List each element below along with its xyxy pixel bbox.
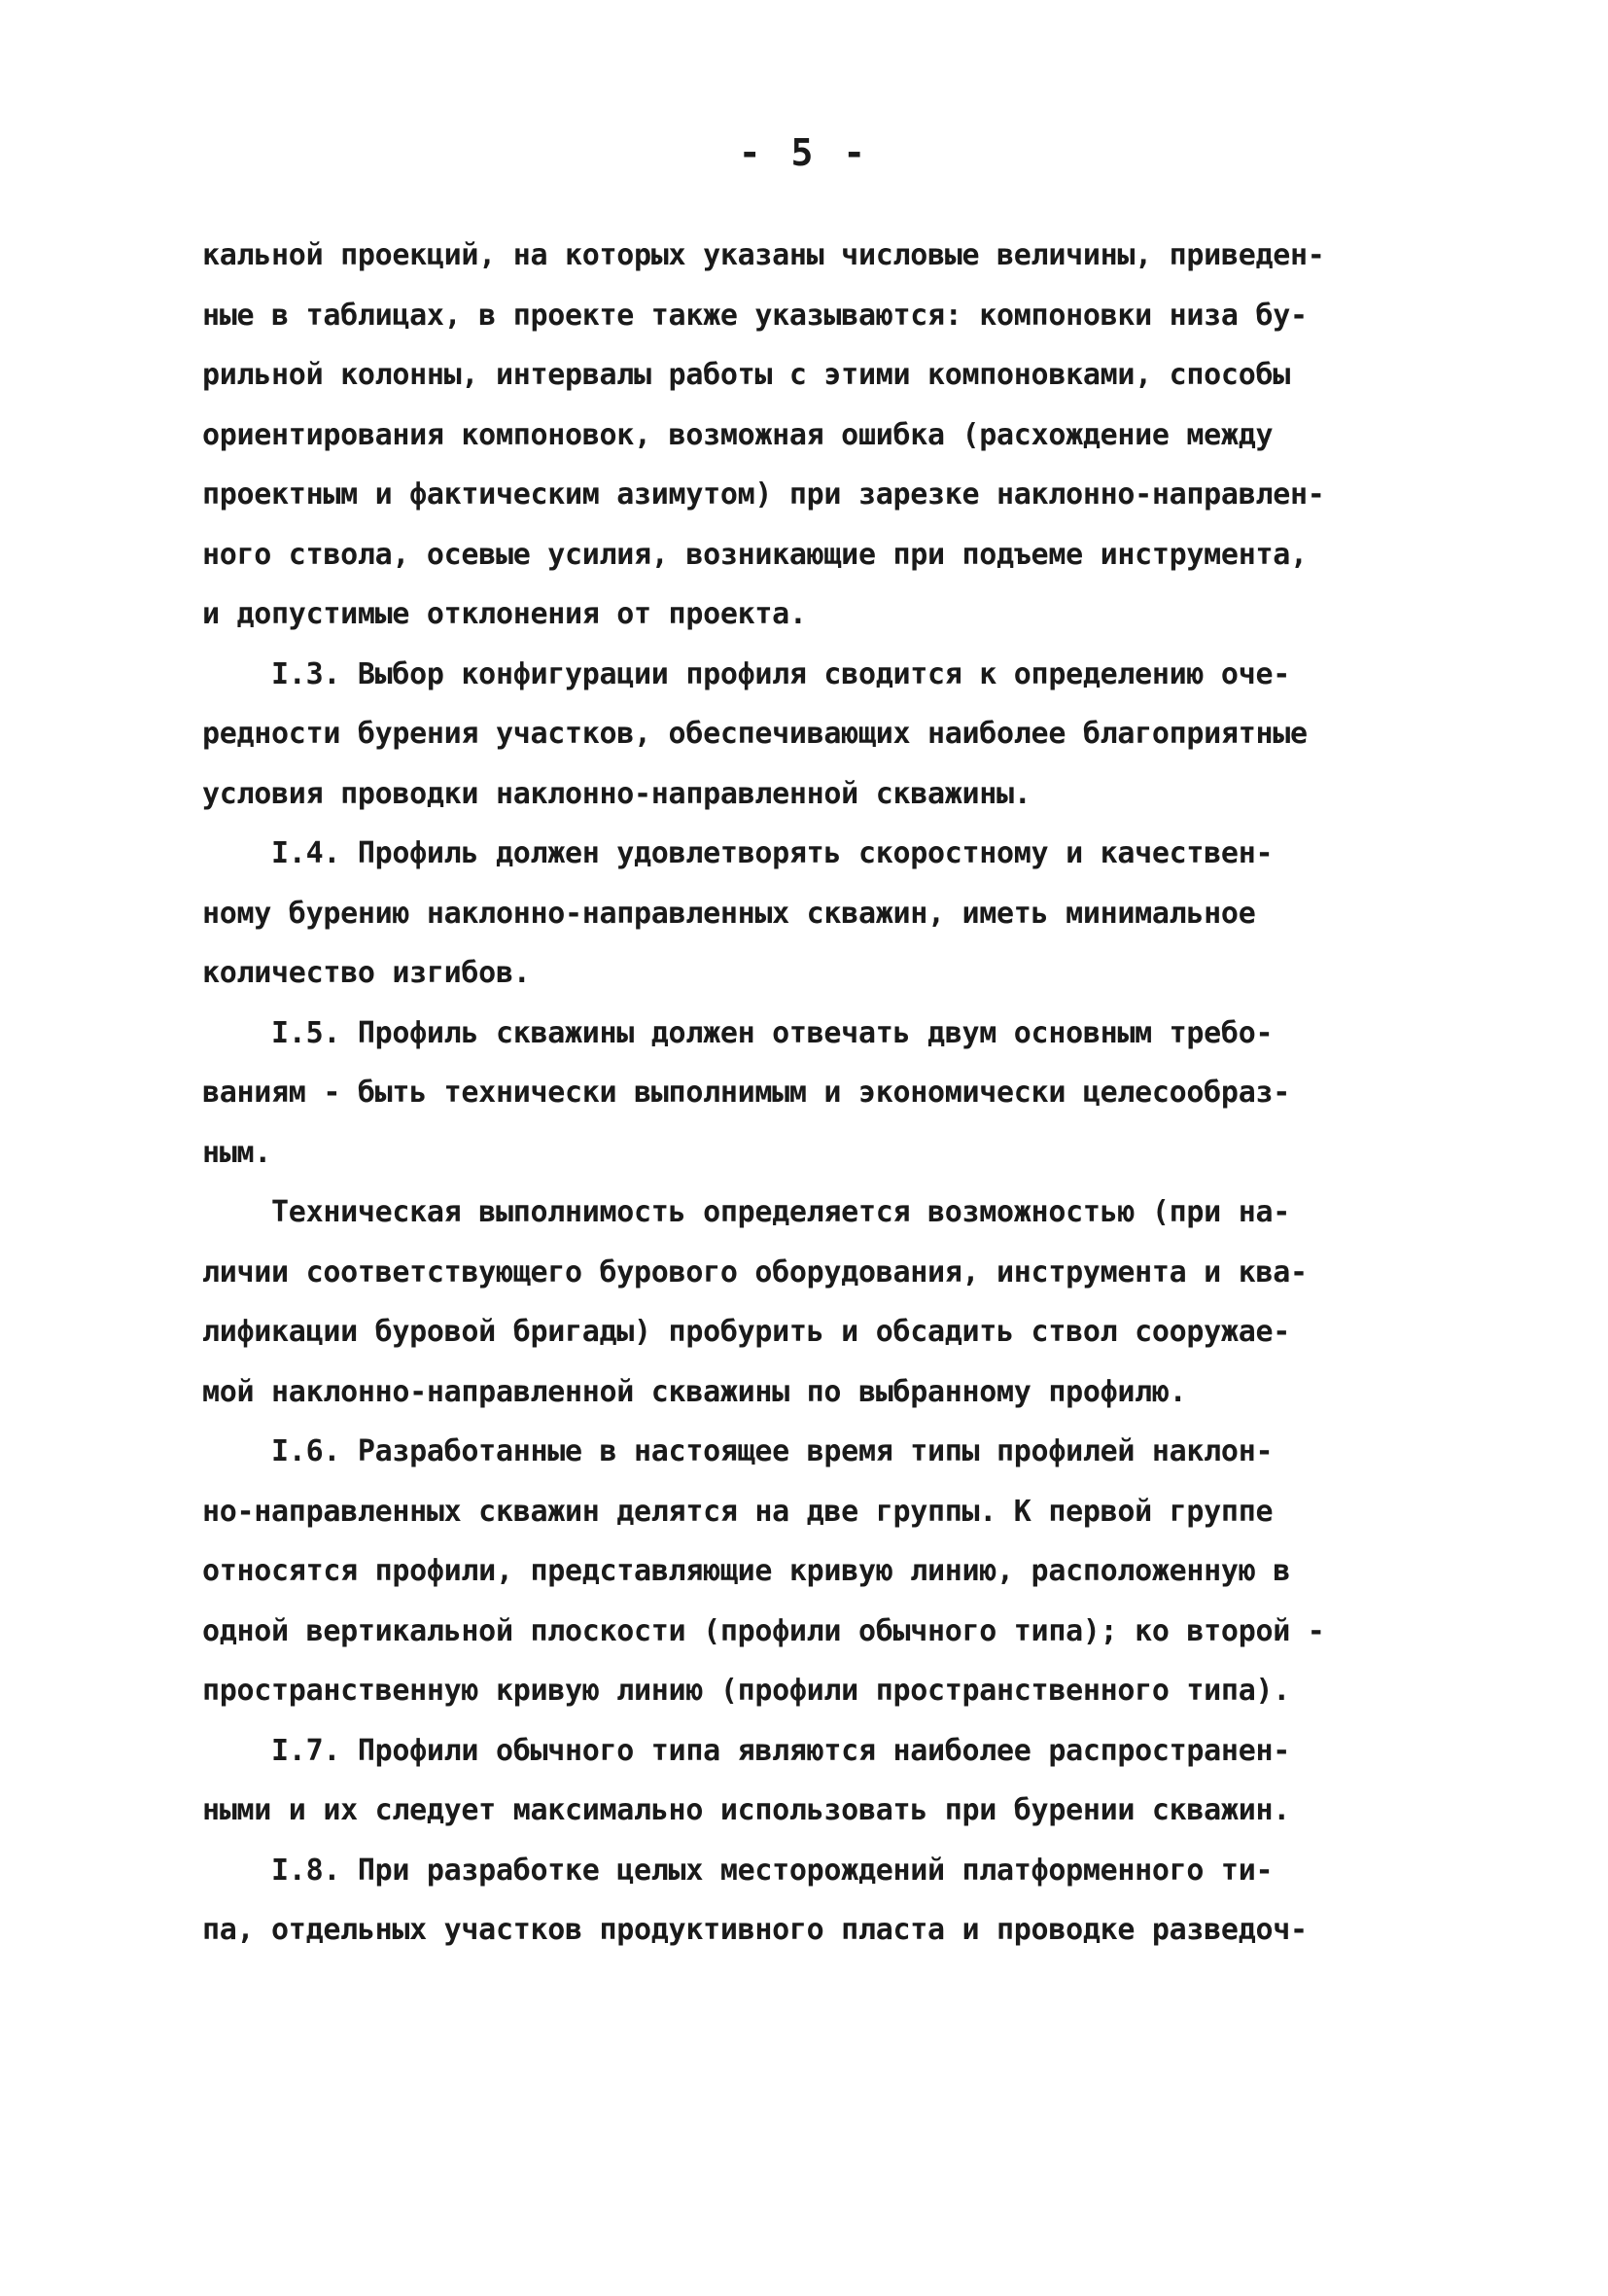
body-text bbox=[202, 226, 1437, 1960]
text-line: редности бурения участков, обеспечивающих наиболее благоприятные bbox=[202, 717, 1308, 751]
text-line: ного ствола, осевые усилия, возникающие при подъеме инструмента, bbox=[202, 537, 1308, 572]
text-line: но-направленных скважин делятся на две группы. К первой группе bbox=[202, 1494, 1274, 1529]
text-line: пространственную кривую линию (профили пространственного типа). bbox=[202, 1674, 1290, 1708]
text-line: и допустимые отклонения от проекта. bbox=[202, 597, 807, 631]
text-line: I.4. Профиль должен удовлетворять скоростному и качествен- bbox=[202, 836, 1274, 870]
text-line: I.5. Профиль скважины должен отвечать двум основным требо- bbox=[202, 1015, 1274, 1050]
text-line: I.6. Разработанные в настоящее время типы профилей наклон- bbox=[202, 1434, 1274, 1468]
text-line: ориентирования компоновок, возможная ошибка (расхождение между bbox=[202, 417, 1274, 452]
text-line: I.7. Профили обычного типа являются наиболее распространен- bbox=[202, 1733, 1290, 1768]
text-line: кальной проекций, на которых указаны числовые величины, приведен- bbox=[202, 238, 1325, 272]
text-line: условия проводки наклонно-направленной скважины. bbox=[202, 776, 1031, 811]
text-line: относятся профили, представляющие кривую линию, расположенную в bbox=[202, 1554, 1290, 1588]
text-line: Техническая выполнимость определяется возможностью (при на- bbox=[202, 1195, 1290, 1229]
text-line: ваниям - быть технически выполнимым и экономически целесообраз- bbox=[202, 1076, 1290, 1110]
text-line: ными и их следует максимально использовать при бурении скважин. bbox=[202, 1793, 1290, 1827]
text-line: мой наклонно-направленной скважины по выбранному профилю. bbox=[202, 1374, 1187, 1409]
text-line: одной вертикальной плоскости (профили обычного типа); ко второй - bbox=[202, 1613, 1325, 1648]
text-line: I.3. Выбор конфигурации профиля сводится к определению оче- bbox=[202, 656, 1290, 691]
text-line: I.8. При разработке целых месторождений платформенного ти- bbox=[202, 1853, 1274, 1888]
text-line: количество изгибов. bbox=[202, 956, 531, 990]
text-line: ные в таблицах, в проекте также указываются: компоновки низа бу- bbox=[202, 298, 1308, 333]
text-line: проектным и фактическим азимутом) при зарезке наклонно-направлен- bbox=[202, 477, 1325, 512]
text-line: лификации буровой бригады) пробурить и обсадить ствол сооружае- bbox=[202, 1315, 1290, 1349]
text-line: рильной колонны, интервалы работы с этими компоновками, способы bbox=[202, 358, 1290, 392]
text-line: па, отдельных участков продуктивного пласта и проводке разведоч- bbox=[202, 1913, 1308, 1947]
text-line: личии соответствующего бурового оборудования, инструмента и ква- bbox=[202, 1254, 1308, 1289]
text-line: ному бурению наклонно-направленных скважин, иметь минимальное bbox=[202, 896, 1256, 931]
page-number: - 5 - bbox=[738, 131, 870, 174]
text-line: ным. bbox=[202, 1135, 272, 1170]
